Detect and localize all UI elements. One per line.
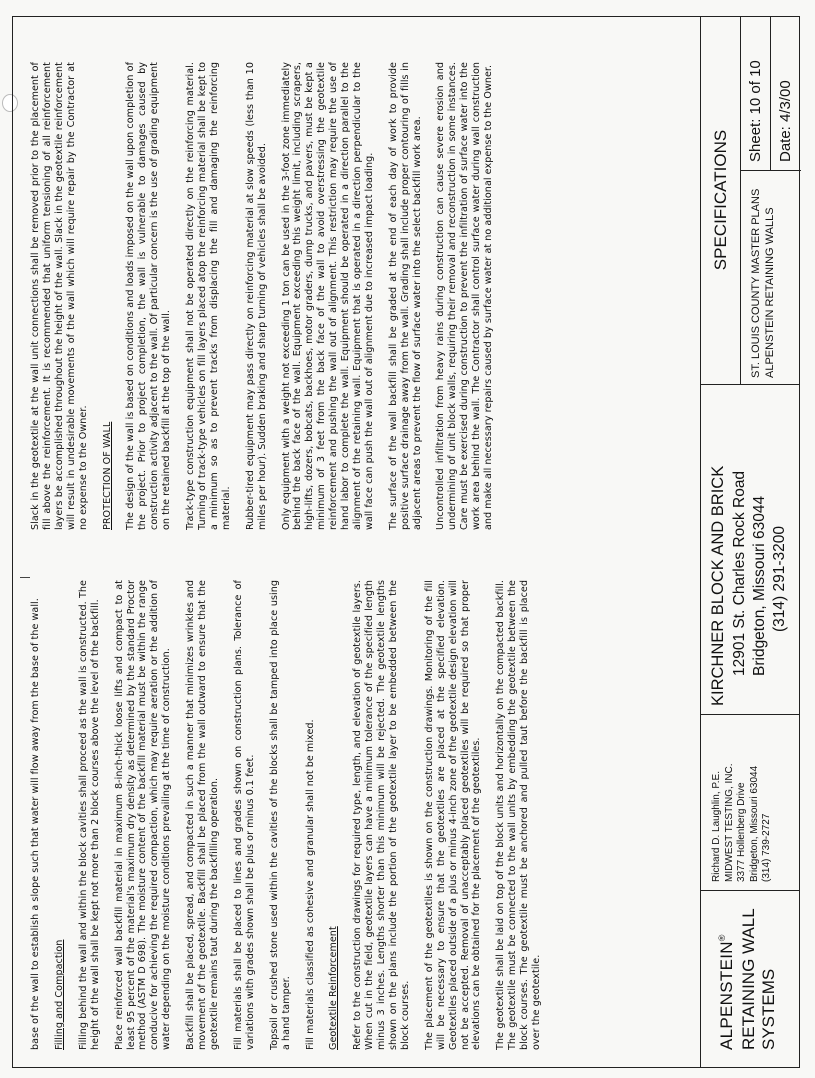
spec-paragraph: Filling behind the wall and within the block cavities shall proceed as the wall is constructed. The height of the wall shall be kept not more than 2 block courses above the level of the backfill. — [77, 580, 101, 1050]
section-title: SPECIFICATIONS — [701, 16, 741, 384]
engineer-name: Richard D. Laughlin, P.E. — [711, 771, 722, 882]
spec-paragraph: The geotextile shall be laid on top of the block units and horizontally on the compacted backfill. The geotextile must be connected to the wall units by embedding the geotextile between the block courses. The geotextile must be anchored and pulled taut before the backfill is placed over the geotextile. — [495, 580, 543, 1050]
engineer-cell — [701, 714, 800, 890]
sheet-info-cell — [701, 16, 800, 384]
spec-paragraph: Refer to the construction drawings for required type, length, and elevation of geotextile layers. When cut in the field, geotextile layers can have a minimum tolerance of the specified length minus 3 inches. Lengths shorter than this minimum will be rejected. The geotextile lengths shown on the plans include the portion of the geotextile layer to be embedded between the block courses. — [352, 580, 411, 1050]
section-heading: Geotextile Reinforcement — [328, 926, 340, 1050]
spec-paragraph: Track-type construction equipment shall not be operated directly on the reinforcing material. Turning of track-type vehicles on fill layers placed atop the reinforcing material shall be kept to a minimum so as to prevent tracks from displacing the fill and damaging the reinforcing material. — [185, 62, 232, 530]
section-heading: Filling and Compaction — [53, 939, 65, 1050]
spec-paragraph: The design of the wall is based on conditions and loads imposed on the wall upon completion of the project. Prior to project completion, the wall is vulnerable to damages caused by construction activity adjacent to the wall. Of particular concern is the use of grading equipment on the retained backfill at the top of the wall. — [125, 62, 173, 530]
sheet-number: Sheet: 10 of 10 — [741, 16, 771, 170]
title-block — [700, 16, 800, 1068]
section-heading: PROTECTION OF WALL — [101, 421, 113, 530]
engineer-firm: MIDWEST TESTING, INC. — [723, 763, 735, 882]
specification-column-right — [30, 62, 690, 530]
spec-paragraph: Uncontrolled infiltration from heavy rains during construction can cause severe erosion and undermining of unit block walls, requiring their removal and reconstruction in some instances. Care must be exercised during construction to prevent the infiltration of surface water into the work area behind the wall. The Contractor shall control surface water during wall construction and make all necessary repairs caused by surface water at no additional expense to the Owner. — [435, 62, 495, 530]
company-cell — [701, 384, 800, 714]
engineer-street: 3377 Hollenberg Drive — [736, 782, 747, 882]
engineer-info — [711, 763, 774, 882]
engineer-phone: (314) 739-2727 — [761, 813, 772, 882]
company-street: 12901 St. Charles Rock Road — [731, 470, 748, 676]
project-line-1: ST. LOUIS COUNTY MASTER PLANS — [750, 188, 762, 378]
spec-paragraph: The placement of the geotextiles is shown on the construction drawings. Monitoring of the fill will be necessary to ensure that the geotextiles are placed at the specified elevation. Geotextiles placed outside of a plus or minus 4-inch zone of the geotextile design elevation will not be accepted. Removal of unacceptably placed geotextiles will be required so that proper elevations can be obtained for the placement of the geotextiles. — [423, 580, 483, 1050]
logo-brand-text: ALPENSTEIN — [717, 941, 736, 1050]
project-line-2: ALPENSTEIN RETAINING WALLS — [764, 207, 776, 378]
spec-paragraph: Fill materials shall be placed to lines and grades shown on construction plans. Tolerance of variations with grades shown shall be plus or minus 0.1 feet. — [232, 580, 256, 1050]
spec-paragraph: The surface of the wall backfill shall be graded at the end of each day of work to provide positive surface drainage away from the wall. Grading shall include proper contouring of fills in adjacent areas to prevent the flow of surface water into the select backfill work area. — [387, 62, 423, 530]
spec-paragraph: Rubber-tired equipment may pass directly on reinforcing material at slow speeds (less than 10 miles per hour). Sudden braking and sharp turning of vehicles shall be avoided. — [244, 62, 268, 530]
spec-paragraph: Place reinforced wall backfill material in maximum 8-inch-thick loose lifts and compact to at least 95 percent of the material's maximum dry density as determined by the standard Proctor method (ASTM D 698). The moisture content of the backfill material must be within the range conducive for achieving the required compaction, which may require aeration or the addition of water depending on the moisture conditions prevailing at the time of construction. — [113, 580, 173, 1050]
column-divider-tick — [20, 577, 30, 578]
registered-mark: ® — [717, 934, 727, 942]
spec-paragraph: Only equipment with a weight not exceeding 1 ton can be used in the 3-foot zone immediately behind the back face of the wall. Equipment exceeding this weight limit, including scrapers, high-lifts, dozers, bobcats, backhoes, motor graders, dump trucks, and pavers, must be kept a minimum of 3 feet from the back face of the wall to avoid overstressing the geotextile reinforcement and pushing the wall out of alignment. This restriction may require the use of hand labor to complete the wall. Equipment should be operated in a direction parallel to the alignment of the retaining wall. Equipment that is operated in a direction perpendicular to the wall face can push the wall out of alignment due to increased impact loading. — [280, 62, 375, 530]
logo-cell — [701, 890, 800, 1068]
sheet-date: Date: 4/3/00 — [777, 80, 794, 162]
spec-paragraph: Fill materials classified as cohesive and granular shall not be mixed. — [304, 719, 316, 1050]
logo-subtitle: RETAINING WALL SYSTEMS — [739, 908, 778, 1050]
company-phone: (314) 291-3200 — [771, 526, 788, 632]
company-name: KIRCHNER BLOCK AND BRICK — [709, 465, 727, 706]
engineer-city: Bridgeton, Missouri 63044 — [748, 765, 760, 882]
spec-paragraph: base of the wall to establish a slope such that water will flow away from the base of the wall. — [30, 598, 41, 1050]
project-name — [741, 170, 801, 384]
specification-column-left — [30, 580, 690, 1050]
spec-paragraph: Slack in the geotextile at the wall unit connections shall be removed prior to the placement of fill above the reinforcement. It is recommended that uniform tensioning of all reinforcement layers be accomplished throughout the height of the wall. Slack in the geotextile reinforcement will result in undesirable movements of the wall which will require repair by the Contractor at no expense to the Owner. — [30, 62, 89, 530]
spec-paragraph: Topsoil or crushed stone used within the cavities of the blocks shall be tamped into place using a hand tamper. — [268, 580, 292, 1050]
logo-brand — [717, 934, 737, 1050]
spec-paragraph: Backfill shall be placed, spread, and compacted in such a manner that minimizes wrinkles and movement of the geotextile. Backfill shall be placed from the wall outward to ensure that the geotextile remains taut during the backfilling operation. — [185, 580, 220, 1050]
company-city: Bridgeton, Missouri 63044 — [751, 495, 768, 676]
